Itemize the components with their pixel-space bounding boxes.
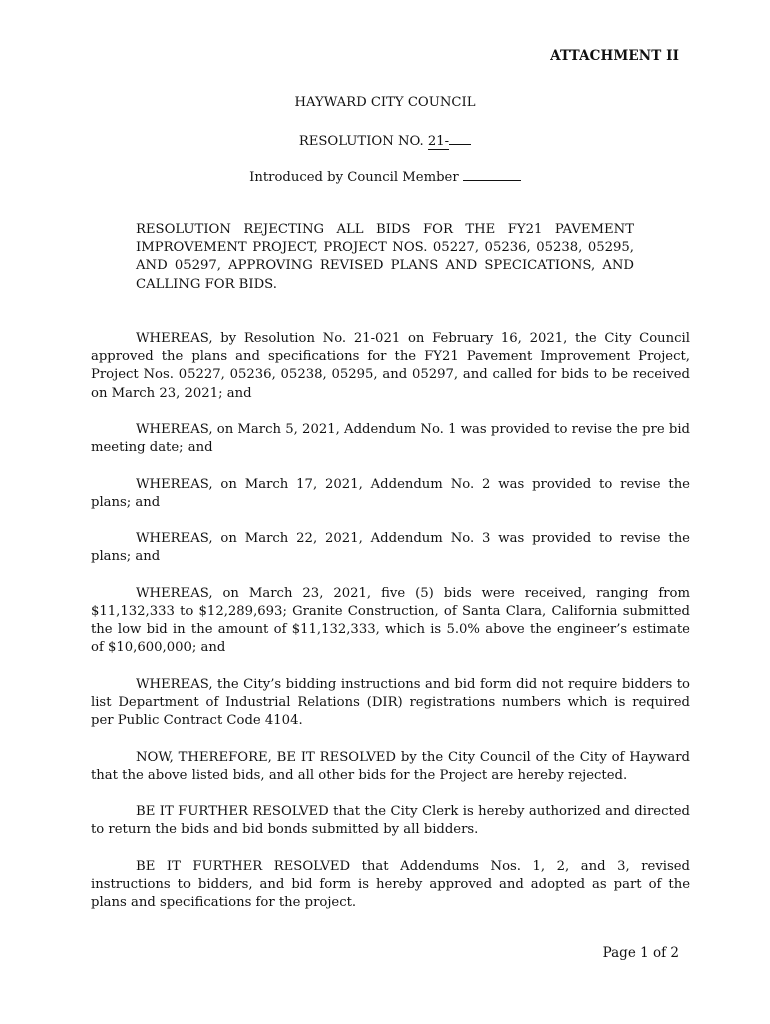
attachment-label: ATTACHMENT II: [550, 48, 679, 64]
resolution-number: 21-: [427, 134, 450, 149]
paragraph: BE IT FURTHER RESOLVED that the City Clerk is hereby authorized and directed to return the bids and bid bonds submitted by all bidders.: [91, 804, 690, 838]
paragraph: WHEREAS, on March 17, 2021, Addendum No. 2 was provided to revise the plans; and: [91, 476, 690, 510]
introduced-by-text: Introduced by Council Member: [249, 170, 463, 185]
resolution-number-line: [0, 130, 770, 151]
introduced-by-line: [0, 166, 770, 187]
resolution-number-blank: [449, 130, 471, 145]
resolution-body: [91, 330, 690, 931]
council-member-blank: [463, 166, 521, 181]
paragraph: WHEREAS, the City’s bidding instructions and bid form did not require bidders to list Department of Industrial Relations (DIR) registrations numbers which is required per Public Contract Code 4104.: [91, 676, 690, 729]
paragraph: WHEREAS, on March 5, 2021, Addendum No. 1 was provided to revise the pre bid meeting date; and: [91, 422, 690, 456]
paragraph: WHEREAS, by Resolution No. 21-021 on February 16, 2021, the City Council approved the plans and specifications for the FY21 Pavement Improvement Project, Project Nos. 05227, 05236, 05238, 05295, and 05297, and called for bids to be received on March 23, 2021; and: [91, 331, 690, 401]
resolution-title: RESOLUTION REJECTING ALL BIDS FOR THE FY21 PAVEMENT IMPROVEMENT PROJECT, PROJECT NOS. 05227, 05236, 05238, 05295, AND 05297, APPROVING REVISED PLANS AND SPECICATIONS, AND CALLING FOR BIDS.: [136, 222, 634, 292]
paragraph: WHEREAS, on March 23, 2021, five (5) bids were received, ranging from $11,132,333 to $12,289,693; Granite Construction, of Santa Clara, California submitted the low bid in the amount of $11,132,333, which is 5.0% above the engineer’s estimate of $10,600,000; and: [91, 585, 690, 656]
paragraph: WHEREAS, on March 22, 2021, Addendum No. 3 was provided to revise the plans; and: [91, 531, 690, 565]
page-number: Page 1 of 2: [602, 945, 679, 961]
paragraph: NOW, THEREFORE, BE IT RESOLVED by the City Council of the City of Hayward that the above listed bids, and all other bids for the Project are hereby rejected.: [91, 749, 690, 783]
resolution-prefix: RESOLUTION NO.: [298, 134, 428, 149]
council-heading: HAYWARD CITY COUNCIL: [294, 95, 476, 110]
paragraph: BE IT FURTHER RESOLVED that Addendums Nos. 1, 2, and 3, revised instructions to bidders, and bid form is hereby approved and adopted as part of the plans and specifications for the project.: [91, 858, 690, 911]
